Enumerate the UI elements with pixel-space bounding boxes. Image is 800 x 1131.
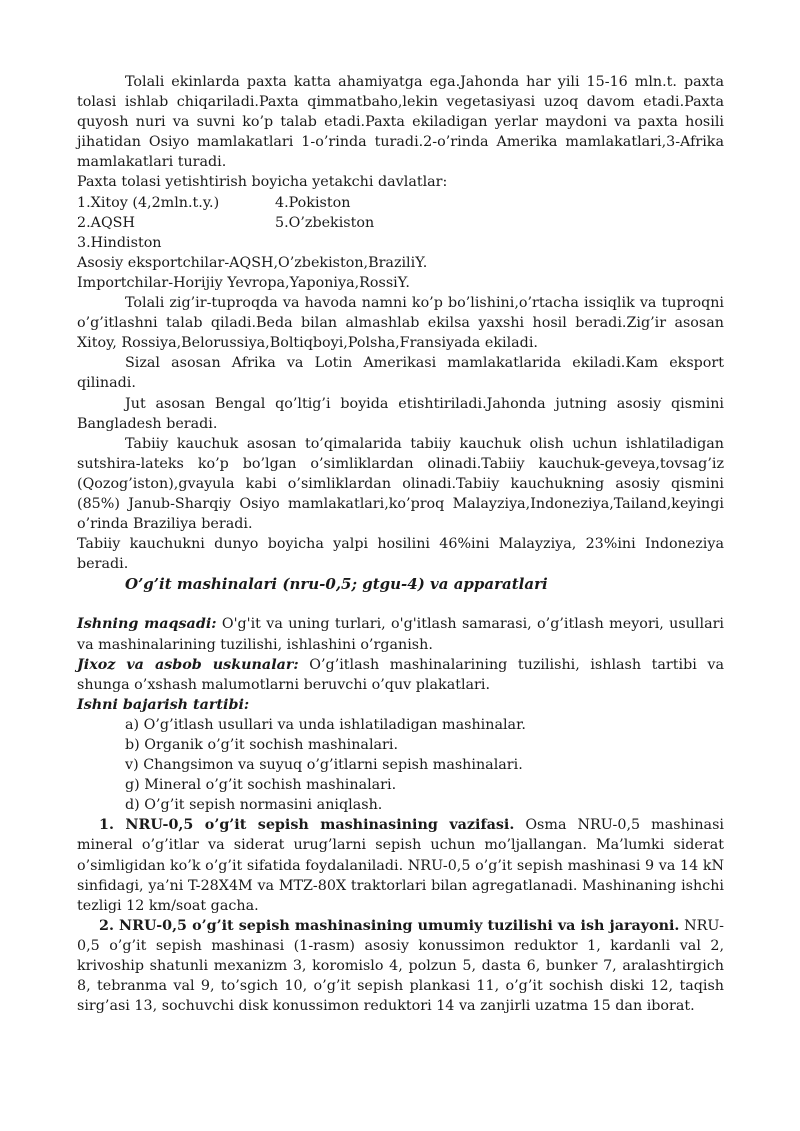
equipment-paragraph <box>77 655 724 695</box>
leader-item-4: 4.Pokiston <box>275 194 351 211</box>
section-1-title: 1. NRU-0,5 o’g’it sepish mashinasining vazifasi. <box>99 817 515 834</box>
equipment-label: Jixoz va asbob uskunalar: <box>77 656 299 673</box>
procedure-step: v) Changsimon va suyuq o’g’itlarni sepish mashinalari. <box>125 757 523 774</box>
leader-item-2: 2.AQSH <box>77 214 135 231</box>
paragraph-kauchuk: Tabiiy kauchuk asosan to’qimalarida tabiiy kauchuk olish uchun ishlatiladigan sutshira-lateks ko’p bo’lgan o’simliklardan olinadi.Tabiiy kauchuk-geveya,tovsag’iz (Qozog’iston),gvayula kabi o’simliklardan olinadi.Tabiiy kauchukning asosiy qismini (85%) Janub-Sharqiy Osiyo mamlakatlari,ko’proq Malayziya,Indoneziya,Tailand,keyingi o’rinda Braziliya beradi. <box>77 435 724 533</box>
paragraph-kauchuk-share: Tabiiy kauchukni dunyo boyicha yalpi hosilini 46%ini Malayziya, 23%ini Indoneziya beradi. <box>77 536 724 573</box>
section-2-text: NRU-0,5 o’g’it sepish mashinasi (1-rasm) asosiy konussimon reduktor 1, kardanli val 2, krivoship shatunli mexanizm 3, koromislo 4, polzun 5, dasta 6, bunker 7, aralashtirgich 8, tebranma val 9, to’sgich 10, o’g’it sepish plankasi 11, o’g’it sochish diski 12, taqish sirg’asi 13, sochuvchi disk konussimon reduktori 14 va zanjirli uzatma 15 dan iborat. <box>77 917 724 1015</box>
procedure-label: Ishni bajarish tartibi: <box>77 696 250 713</box>
purpose-label: Ishning maqsadi: <box>77 616 217 633</box>
purpose-text: O'g'it va uning turlari, o'g'itlash samarasi, o’g’itlash meyori, usullari va mashinalarining tuzilishi, ishlashini o’rganish. <box>77 616 725 653</box>
leader-item-5: 5.O’zbekiston <box>275 214 375 231</box>
paragraph-jut: Jut asosan Bengal qo’ltig’i boyida etishtiriladi.Jahonda jutning asosiy qismini Bangladesh beradi. <box>77 395 724 432</box>
paragraph-zigir: Tolali zig’ir-tuproqda va havoda namni ko’p bo’lishini,o’rtacha issiqlik va tuproqni o’g’itlashni talab qiladi.Beda bilan almashlab ekilsa yaxshi hosil beradi.Zig’ir asosan Xitoy, Rossiya,Belorussiya,Boltiqboyi,Polsha,Fransiyada ekiladi. <box>77 295 724 352</box>
procedure-step: a) O’g’itlash usullari va unda ishlatiladigan mashinalar. <box>125 716 526 733</box>
document-page <box>77 72 724 1016</box>
section-1-text: Osma NRU-0,5 mashinasi mineral o’g’itlar va siderat urug’larni sepish uchun mo’ljallangan. Ma’lumki siderat o’simligidan ko’k o’g’it sifatida foydalaniladi. NRU-0,5 o’g’it sepish mashinasi 9 va 14 kN sinfidagi, ya’ni T-28X4M va MTZ-80X traktorlari bilan agregatlanadi. Mashinaning ishchi tezligi 12 km/soat gacha. <box>77 817 724 914</box>
equipment-text: O’g’itlash mashinalarining tuzilishi, ishlash tartibi va shunga o’xshash malumotlarni beruvchi o’quv plakatlari. <box>77 656 724 693</box>
procedure-step: g) Mineral o’g’it sochish mashinalari. <box>125 777 397 794</box>
section-2-title: 2. NRU-0,5 o’g’it sepish mashinasining umumiy tuzilishi va ish jarayoni. <box>99 917 680 934</box>
leaders-title: Paxta tolasi yetishtirish boyicha yetakchi davlatlar: <box>77 174 448 191</box>
leader-item-3: 3.Hindiston <box>77 234 162 251</box>
procedure-step: d) O’g’it sepish normasini aniqlash. <box>125 797 383 814</box>
procedure-step: b) Organik o’g’it sochish mashinalari. <box>125 737 399 753</box>
section-2-paragraph <box>77 916 724 1016</box>
leader-item-1: 1.Xitoy (4,2mln.t.y.) <box>77 194 220 211</box>
paragraph-paxta: Tolali ekinlarda paxta katta ahamiyatga ega.Jahonda har yili 15-16 mln.t. paxta tolasi ishlab chiqariladi.Paxta qimmatbaho,lekin vegetasiyasi uzoq davom etadi.Paxta quyosh nuri va suvni ko’p talab etadi.Paxta ekiladigan yerlar maydoni va paxta hosili jihatidan Osiyo mamlakatlari 1-o’rinda turadi.2-o’rinda Amerika mamlakatlari,3-Afrika mamlakatlari turadi. <box>77 74 724 171</box>
paragraph-sizal: Sizal asosan Afrika va Lotin Amerikasi mamlakatlarida ekiladi.Kam eksport qilinadi. <box>77 355 724 392</box>
exporters-line: Asosiy eksportchilar-AQSH,O’zbekiston,BraziliY. <box>77 254 428 271</box>
section-heading: O’g’it mashinalari (nru-0,5; gtgu-4) va apparatlari <box>125 575 548 594</box>
section-1-paragraph <box>77 815 724 915</box>
importers-line: Importchilar-Horijiy Yevropa,Yaponiya,RossiY. <box>77 274 410 291</box>
purpose-paragraph <box>77 614 724 654</box>
leaders-row-2 <box>77 213 724 233</box>
leaders-row-1 <box>77 193 724 213</box>
